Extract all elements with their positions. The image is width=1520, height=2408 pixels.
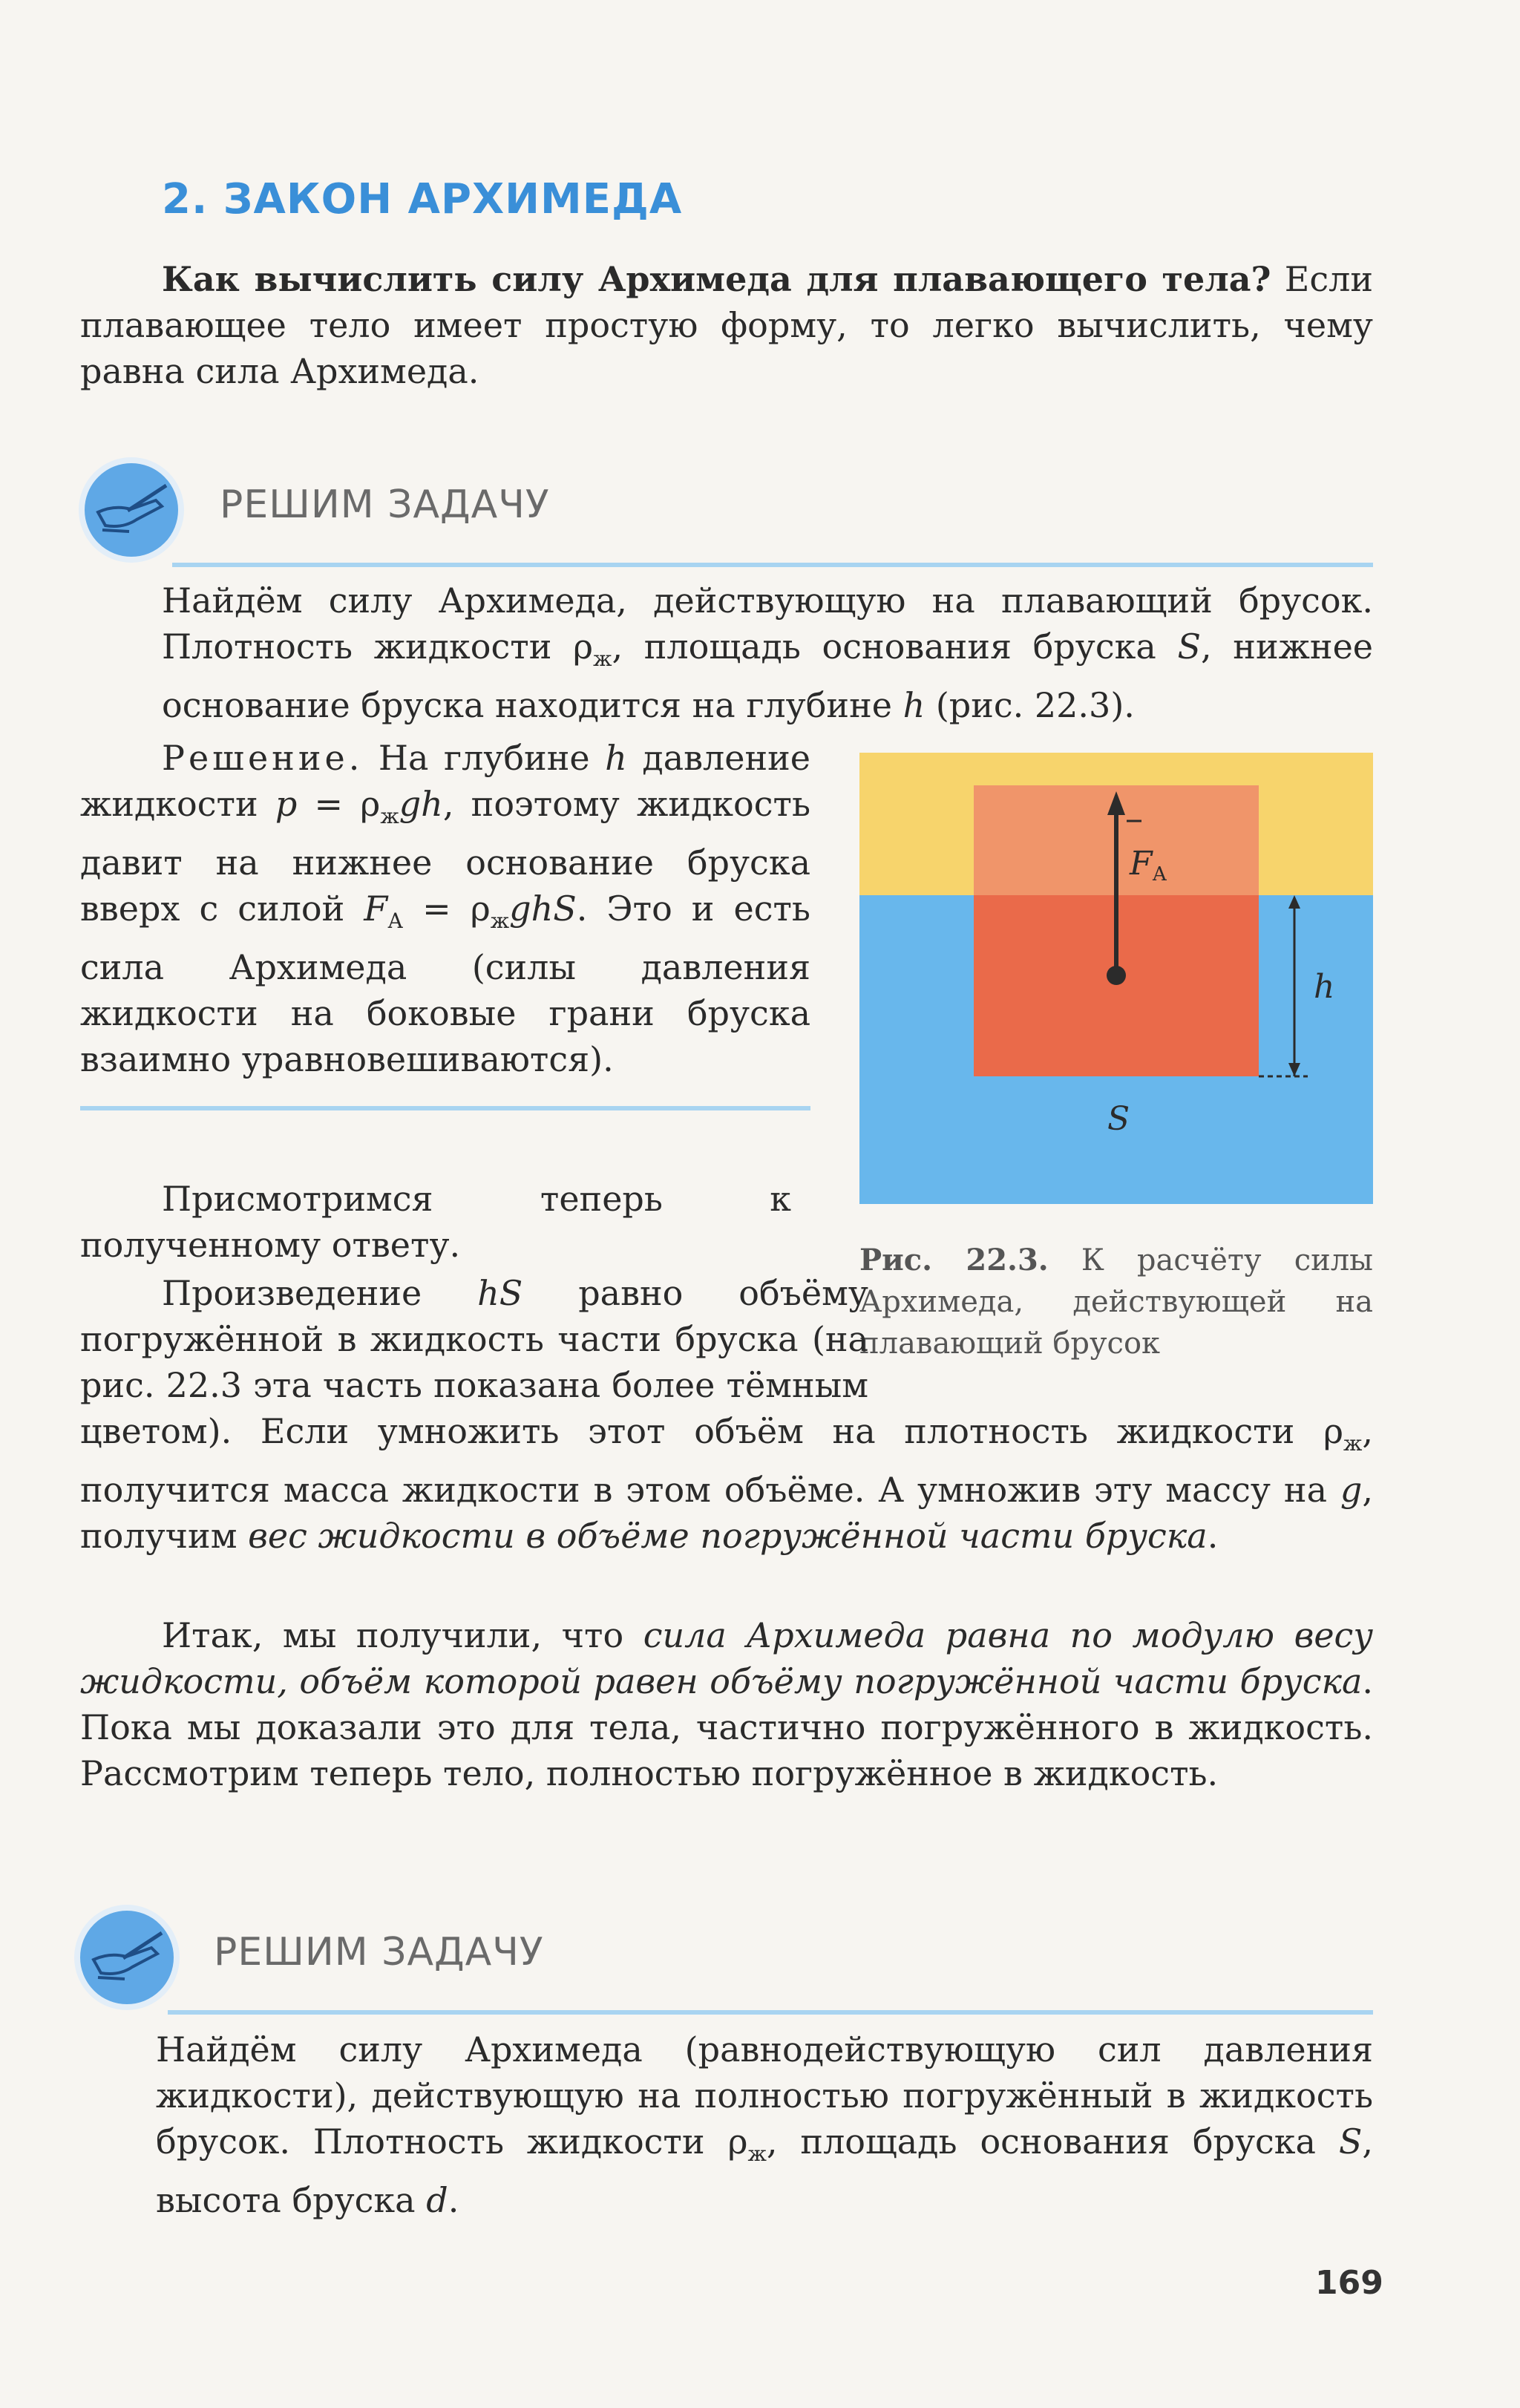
force-origin-dot	[1107, 966, 1126, 985]
hs-symbol: hS	[477, 1273, 523, 1313]
section-title: 2. ЗАКОН АРХИМЕДА	[162, 175, 683, 223]
caption-text: К расчёту силы Архимеда, действующей на плавающий брусок	[859, 1243, 1373, 1361]
rho-subscript: ж	[490, 909, 510, 934]
rho-subscript: ж	[380, 804, 399, 829]
force-label-subscript: А	[1152, 863, 1167, 886]
rho-subscript: ж	[593, 647, 612, 672]
pressure-symbol: p	[275, 784, 298, 824]
force-subscript: А	[387, 909, 404, 934]
rho-symbol: ρ	[360, 784, 381, 824]
task2-text-3: , высота бруска	[156, 2121, 1374, 2221]
task2-statement	[156, 2026, 1373, 2223]
look-paragraph	[80, 1176, 791, 1268]
area-label: S	[1107, 1100, 1130, 1138]
task2-text-4: .	[448, 2180, 459, 2221]
product-text-5: .	[1207, 1516, 1219, 1557]
conclusion-italic-phrase: сила Архимеда равна по модулю весу жидкости, объём которой равен объёму погружённой части бруска	[80, 1615, 1374, 1701]
intro-text: Если плавающее тело имеет простую форму, то легко вычислить, чему равна сила Архимеда.	[80, 259, 1373, 391]
product-italic-phrase: вес жидкости в объёме погружённой части бруска	[248, 1516, 1208, 1557]
pencil-hand-icon-graphic	[80, 1911, 174, 2004]
h-symbol: h	[605, 738, 627, 778]
product-text-3: , получится масса жидкости в этом объёме. А умножив эту массу на	[80, 1411, 1373, 1511]
conclusion-text-2: . Пока мы доказали это для тела, частично погружённого в жидкость. Рассмотрим теперь тело, полностью погружённое в жидкость.	[80, 1661, 1373, 1793]
equals-sign: =	[403, 889, 471, 929]
pencil-hand-icon	[74, 1905, 180, 2010]
figure-22-3	[859, 753, 1373, 1204]
banner-rule-1	[172, 563, 1373, 567]
conclusion-paragraph	[80, 1612, 1373, 1796]
ghs-symbol: ghS	[509, 889, 577, 929]
pencil-hand-icon	[79, 457, 184, 563]
rho-symbol: ρ	[573, 626, 594, 667]
task2-text-2: , площадь основания бруска	[766, 2121, 1339, 2162]
intro-question: Как вычислить силу Архимеда для плавающего тела?	[162, 259, 1271, 299]
force-symbol: F	[364, 889, 388, 929]
depth-symbol: h	[902, 685, 926, 726]
rho-subscript: ж	[1343, 1431, 1363, 1456]
task1-text-3: , нижнее основание бруска находится на глубине	[162, 626, 1374, 726]
area-symbol: S	[1177, 626, 1201, 667]
caption-number: Рис. 22.3.	[859, 1243, 1049, 1277]
task1-statement	[162, 578, 1373, 728]
page-number: 169	[1315, 2264, 1383, 2302]
height-symbol: d	[426, 2180, 448, 2221]
solution-label: Решение.	[162, 738, 364, 778]
depth-label: h	[1314, 968, 1335, 1006]
solution-text-4: . Это и есть сила Архимеда (силы давления жидкости на боковые грани бруска взаимно уравновешиваются).	[80, 889, 810, 1080]
task1-text-4: (рис. 22.3).	[925, 685, 1135, 726]
solution-paragraph	[80, 735, 810, 1082]
rho-subscript: ж	[747, 2142, 767, 2167]
intro-paragraph	[80, 256, 1373, 394]
task1-text-1: Найдём силу Архимеда, действующую на плавающий брусок. Плотность жидкости	[162, 580, 1373, 667]
solution-rule	[80, 1106, 810, 1110]
product-text-1: Произведение	[162, 1273, 478, 1313]
solution-text-1: На глубине	[363, 738, 606, 778]
rho-symbol: ρ	[727, 2121, 748, 2162]
banner-rule-2	[168, 2010, 1373, 2015]
task2-text-1: Найдём силу Архимеда (равнодействующую сил давления жидкости), действующую на полностью погружённый в жидкость брусок. Плотность жидкости	[156, 2029, 1373, 2162]
product-text-2: равно объёму погружённой в жидкость части бруска (на рис. 22.3 эта часть показана более тёмным цветом). Если умножить этот объём на плотность жидкости	[80, 1273, 1323, 1451]
area-symbol: S	[1338, 2121, 1363, 2162]
conclusion-text-1: Итак, мы получили, что	[162, 1615, 643, 1655]
caption-float-spacer	[868, 1270, 1373, 1408]
force-label-letter: F	[1130, 845, 1153, 883]
look-text: Присмотримся теперь к полученному ответу.	[80, 1179, 791, 1265]
rho-symbol: ρ	[1323, 1411, 1343, 1451]
banner-title-1: РЕШИМ ЗАДАЧУ	[220, 482, 550, 527]
equals-sign: =	[297, 784, 361, 824]
product-paragraph	[80, 1270, 1373, 1559]
pencil-hand-icon-graphic	[85, 463, 178, 557]
solution-text-2: давление жидкости	[80, 738, 810, 824]
banner-title-2: РЕШИМ ЗАДАЧУ	[214, 1930, 544, 1975]
g-symbol: g	[1340, 1470, 1363, 1511]
task1-text-2: , площадь основания бруска	[612, 626, 1178, 667]
rho-symbol: ρ	[470, 889, 491, 929]
product-text-4: , получим	[80, 1470, 1373, 1557]
solution-text-3: , поэтому жидкость давит на нижнее основание бруска вверх с силой	[80, 784, 810, 929]
gh-symbol: gh	[399, 784, 443, 824]
